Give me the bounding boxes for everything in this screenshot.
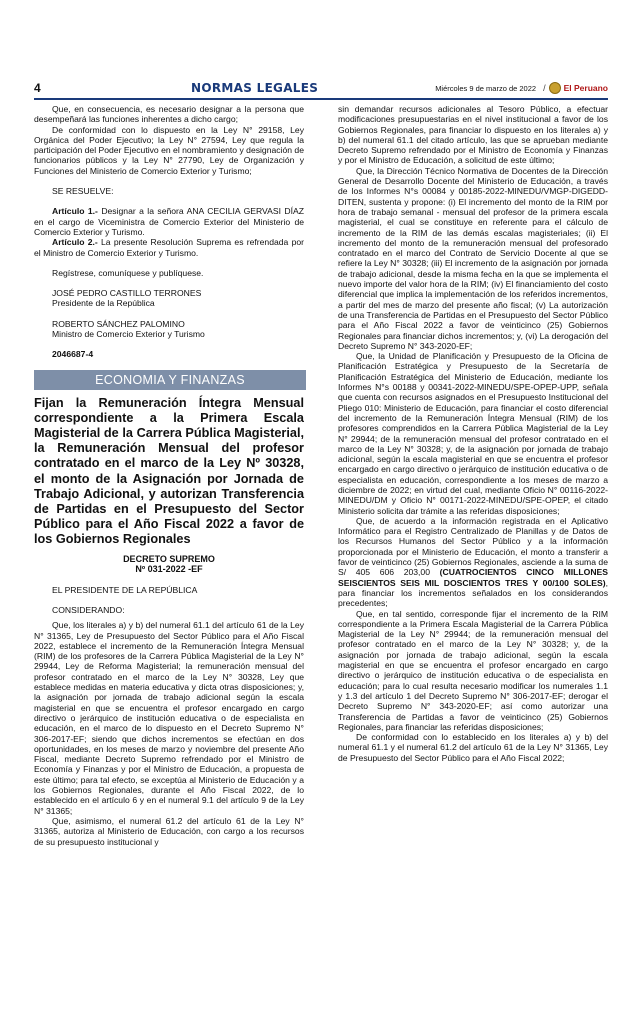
decree-number: Nº 031-2022 -EF bbox=[135, 564, 203, 575]
article-1 bbox=[34, 206, 304, 237]
paragraph: Que, en consecuencia, es necesario designar a la persona que desempeñará las funciones inherentes a dicho cargo; bbox=[34, 104, 304, 125]
signatory-role: Presidente de la República bbox=[52, 298, 155, 309]
paragraph: sin demandar recursos adicionales al Tesoro Público, a efectuar modificaciones presupuestarias en el nivel institucional a favor de los Gobiernos Regionales, para financiar lo dispuesto en los literales a) y b) del numeral 61.1 del citado artículo, las que se aprueban mediante Decreto Supremo refrendado por el Ministro de Economía y Finanzas y por el Ministro de Educación, a solicitud de este último; bbox=[338, 104, 608, 166]
paragraph: Que, la Unidad de Planificación y Presupuesto de la Oficina de Planificación Estratégica y Presupuesto de la Secretaría de Planificación Estratégica del Ministerio de Educación, mediante los Informes N°s 00188 y 00341-2022-MINEDU/SPE-OPEP-UPP, señala que cuenta con recursos asignados en el Presupuesto Institucional del Pliego 010: Ministerio de Educación, para financiar el costo diferencial del incremento de la Remuneración Íntegra Mensual (RIM) de los profesores comprendidos en la Carrera Pública Magisterial de la Ley N° 29944; de la remuneración mensual del profesor contratado en el marco de la Ley N° 30328; y, de la asignación por jornada de trabajo adicional, según la escala magisterial en que se encuentra el profesor encargado en cargo directivo o jerárquico de institución educativa o de especialista en educación, correspondiente a los meses de marzo a diciembre de 2022; en virtud del cual, mediante Oficio N° 00116-2022-MINEDU/DM y Oficio N° 00171-2022-MINEDU/SPE-OPEP, el citado Ministerio solicita dar trámite a las referidas disposiciones; bbox=[338, 351, 608, 516]
article-label: Artículo 1.- bbox=[52, 206, 98, 217]
coat-of-arms-icon bbox=[549, 82, 561, 94]
signatory-name: JOSÉ PEDRO CASTILLO TERRONES bbox=[52, 288, 202, 299]
considerando-heading: CONSIDERANDO: bbox=[52, 604, 125, 615]
signatory-role: Ministro de Comercio Exterior y Turismo bbox=[52, 329, 205, 340]
amount-in-words: (CUATROCIENTOS CINCO MILLONES SEISCIENTOS SEIS MIL DOSCIENTOS TRES Y 00/100 SOLES) bbox=[338, 567, 609, 588]
section-banner: ECONOMIA Y FINANZAS bbox=[34, 370, 306, 390]
brand-name: El Peruano bbox=[563, 83, 608, 93]
closing-formula: Regístrese, comuníquese y publíquese. bbox=[52, 267, 204, 278]
paragraph: Que, la Dirección Técnico Normativa de Docentes de la Dirección General de Desarrollo Docente del Ministerio de Educación, a través de los Informes N°s 00084 y 00185-2022-MINEDU/VMGP-DIGEDD-DITEN, sustenta y propone: (i) El incremento del monto de la RIM por hora de trabajo semanal - mensual del profesor de la primera escala magisterial, el cual se constituye en referente para el cálculo de incremento de la RIM de las demás escalas magisteriales; (ii) El incremento del monto de la remuneración mensual del profesorado contratado en el marco del Contrato de Servicio Docente al que se refiere la Ley N° 30328; (iii) El incremento de la asignación por jornada de trabajo adicional, desde la misma fecha en la que se implementa el nuevo importe del valor hora de la RIM; (iv) El financiamiento del costo diferencial que implica la implementación de los referidos incrementos, a partir del mes de marzo del presente año fiscal; (v) La autorización de una Transferencia de Partidas en el Presupuesto del Sector Público para el Año Fiscal 2022 a favor de veinticinco (25) Gobiernos Regionales para financiar dichos incrementos; y, (vi) La derogación del Decreto Supremo N° 343-2020-EF; bbox=[338, 165, 608, 351]
paragraph: Que, en tal sentido, corresponde fijar el incremento de la RIM correspondiente a la Primera Escala Magisterial de la Carrera Pública Magisterial de la Ley N° 29944; de la remuneración mensual del profesor contratado en el marco de la Ley N° 30328; y, de la asignación por jornada de trabajo adicional, según la escala magisterial en que se encuentra el profesor encargado en cargo directivo o jerárquico de institución educativa o de especialista en educación; para lo cual resulta necesario modificar los numerales 1.1 y 1.3 del artículo 1 del Decreto Supremo N° 306-2017-EF; derogar el Decreto Supremo N° 343-2020-EF; así como autorizar una Transferencia de Partidas a favor de veinticinco (25) Gobiernos Regionales, para financiar las referidas disposiciones; bbox=[338, 608, 608, 732]
page-header bbox=[34, 78, 608, 100]
issuer: EL PRESIDENTE DE LA REPÚBLICA bbox=[52, 584, 198, 595]
article-label: Artículo 2.- bbox=[52, 237, 98, 248]
text-run: , para financiar los incrementos señalados en los considerandos precedentes; bbox=[338, 577, 608, 609]
paragraph: De conformidad con lo establecido en los literales a) y b) del numeral 61.1 y el numeral 61.2 del artículo 61 de la Ley N° 31365, Ley de Presupuesto del Sector Público para el Año Fiscal 2022; bbox=[338, 732, 608, 763]
text-run: Que, de acuerdo a la información registrada en el Aplicativo Informático para el Registro Centralizado de Planillas y de Datos de los Recursos Humanos del Sector Público y a la información proporcionada por el Ministerio de Educación, el monto a transferir a favor de veinticinco (25) Gobiernos Regionales, asciende a la suma de S/ 405 606 203,00 bbox=[338, 515, 608, 578]
decree-type: DECRETO SUPREMO bbox=[123, 553, 215, 564]
paragraph: De conformidad con lo dispuesto en la Ley N° 29158, Ley Orgánica del Poder Ejecutivo; la Ley N° 27594, Ley que regula la participación del Poder Ejecutivo en el nombramiento y designación de funcionarios públicos y la Ley N° 27790, Ley de Organización y Funciones del Ministerio de Comercio Exterior y Turismo; bbox=[34, 124, 304, 176]
paragraph: Que, asimismo, el numeral 61.2 del artículo 61 de la Ley N° 31365, autoriza al Ministerio de Educación, con cargo a los recursos de su presupuesto institucional y bbox=[34, 815, 304, 847]
signatory-name: ROBERTO SÁNCHEZ PALOMINO bbox=[52, 318, 185, 329]
left-column bbox=[34, 104, 304, 847]
article-text: Designar a la señora ANA CECILIA GERVASI DÍAZ en el cargo de Viceministra de Comercio Exterior del Ministerio de Comercio Exterior y Turismo. bbox=[34, 206, 304, 237]
page-number: 4 bbox=[34, 81, 41, 95]
publication-code: 2046687-4 bbox=[52, 349, 94, 360]
paragraph: Que, los literales a) y b) del numeral 61.1 del artículo 61 de la Ley N° 31365, Ley de Presupuesto del Sector Público para el Año Fiscal 2022, establece el incremento de la Remuneración Íntegra Mensual (RIM) de los profesores de la Carrera Pública Magisterial de la Ley N° 29944, Ley de Reforma Magisterial; la remuneración mensual del profesor contratado en el marco de la Ley N° 30328, Ley que establece medidas en materia educativa y dicta otras disposiciones; y, la asignación por jornada de trabajo adicional según la escala magisterial en que se encuentra el profesor encargado en cargo directivo o jerárquico de institución educativa o de especialista en educación, en el marco de lo dispuesto en el Decreto Supremo N° 306-2017-EF; siendo que dichos incrementos se efectúan en dos oportunidades, en los meses de marzo y noviembre del presente Año Fiscal, mediante Decreto Supremo refrendado por el Ministro de Economía y Finanzas y por el Ministro de Educación, a propuesta de este último; para tal efecto, se exceptúa al Ministerio de Educación y a los Gobiernos Regionales, durante el Año Fiscal 2022, de lo establecido en el artículo 6 y en el numeral 9.1 del artículo 9 de la Ley N° 31365; bbox=[34, 620, 304, 816]
publication-title: NORMAS LEGALES bbox=[190, 81, 319, 95]
article-text: La presente Resolución Suprema es refrendada por el Ministro de Comercio Exterior y Turismo. bbox=[34, 237, 304, 258]
right-column bbox=[338, 104, 608, 763]
issue-date: Miércoles 9 de marzo de 2022 bbox=[435, 83, 537, 93]
decree-headline: Fijan la Remuneración Íntegra Mensual correspondiente a la Primera Escala Magisterial de la Carrera Pública Magisterial, la Remuneración Mensual del profesor contratado en el marco de la Ley Nº 30328, el monto de la Asignación por Jornada de Trabajo Adicional, y autorizan Transferencia de Partidas en el Presupuesto del Sector Público para el Año Fiscal 2022 a favor de los Gobiernos Regionales bbox=[34, 395, 304, 547]
article-2 bbox=[34, 237, 304, 258]
paragraph bbox=[338, 516, 608, 609]
resolution-heading: SE RESUELVE: bbox=[52, 186, 114, 197]
header-separator: / bbox=[543, 83, 546, 93]
